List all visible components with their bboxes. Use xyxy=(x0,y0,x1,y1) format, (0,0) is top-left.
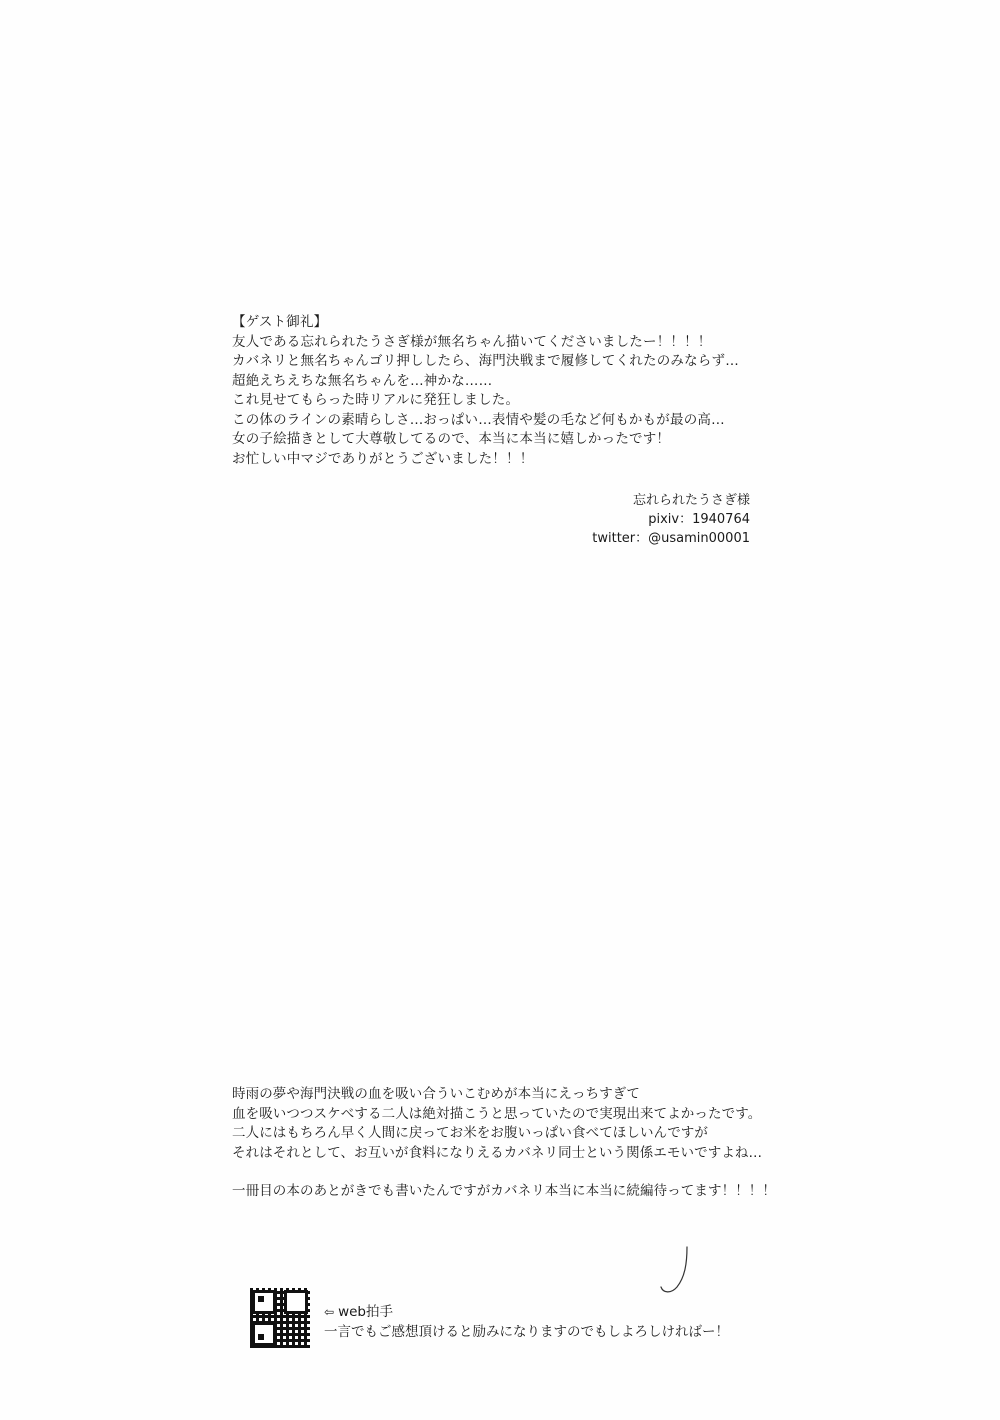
afterword-line: 時雨の夢や海門決戦の血を吸い合ういこむめが本当にえっちすぎて xyxy=(232,1086,640,1102)
guest-line: お忙しい中マジでありがとうございました！！！ xyxy=(232,450,534,467)
guest-credit-block xyxy=(400,491,750,548)
qr-finder-bottom-left xyxy=(252,1322,276,1346)
footer-message: 一言でもご感想頂けると励みになりますのでもしよろしければー！ xyxy=(324,1324,729,1340)
guest-line: 超絶えちえちな無名ちゃんを…神かな…… xyxy=(232,372,493,389)
guest-artist-name: 忘れられたうさぎ様 xyxy=(632,493,750,508)
footer-block xyxy=(250,1288,729,1348)
guest-line: 友人である忘れられたうさぎ様が無名ちゃん描いてくださいましたー！！！！ xyxy=(232,333,712,350)
qr-finder-core-tr xyxy=(296,1296,302,1302)
qr-code-icon[interactable] xyxy=(250,1288,310,1348)
guest-line: 女の子絵描きとして大尊敬してるので、本当に本当に嬉しかったです！ xyxy=(232,431,671,447)
guest-line: これ見せてもらった時リアルに発狂しました。 xyxy=(232,392,520,408)
afterword-line: 二人にはもちろん早く人間に戻ってお米をお腹いっぱい食べてほしいんですが xyxy=(232,1125,708,1141)
qr-finder-core-bl xyxy=(258,1334,264,1340)
web-clap-label: web拍手 xyxy=(338,1304,393,1320)
qr-finder-core-tl xyxy=(258,1296,264,1302)
guest-artist-twitter: twitter：@usamin00001 xyxy=(592,531,750,546)
guest-thanks-body xyxy=(232,333,872,470)
guest-artist-pixiv: pixiv：1940764 xyxy=(648,512,750,527)
afterword-line: 血を吸いつつスケべする二人は絶対描こうと思っていたので実現出来てよかったです。 xyxy=(232,1105,762,1122)
guest-line: カバネリと無名ちゃんゴリ押ししたら、海門決戦まで履修してくれたのみならず… xyxy=(232,353,739,369)
afterword-line: それはそれとして、お互いが食料になりえるカバネリ同士という関係エモいですよね… xyxy=(232,1144,763,1161)
web-clap-line xyxy=(324,1302,729,1322)
afterword-line: 一冊目の本のあとがきでも書いたんですがカバネリ本当に本当に続編待ってます！！！！ xyxy=(232,1183,776,1199)
afterword-spacer xyxy=(232,1163,932,1182)
guest-line: この体のラインの素晴らしさ…おっぱい…表情や髪の毛など何もかもが最の高… xyxy=(232,411,725,428)
afterword-block xyxy=(232,1085,932,1202)
footer-text-block xyxy=(324,1288,729,1342)
guest-thanks-heading: 【ゲスト御礼】 xyxy=(232,314,328,330)
guest-thanks-block xyxy=(232,313,872,469)
left-arrow-icon: ⇦ xyxy=(324,1305,335,1319)
